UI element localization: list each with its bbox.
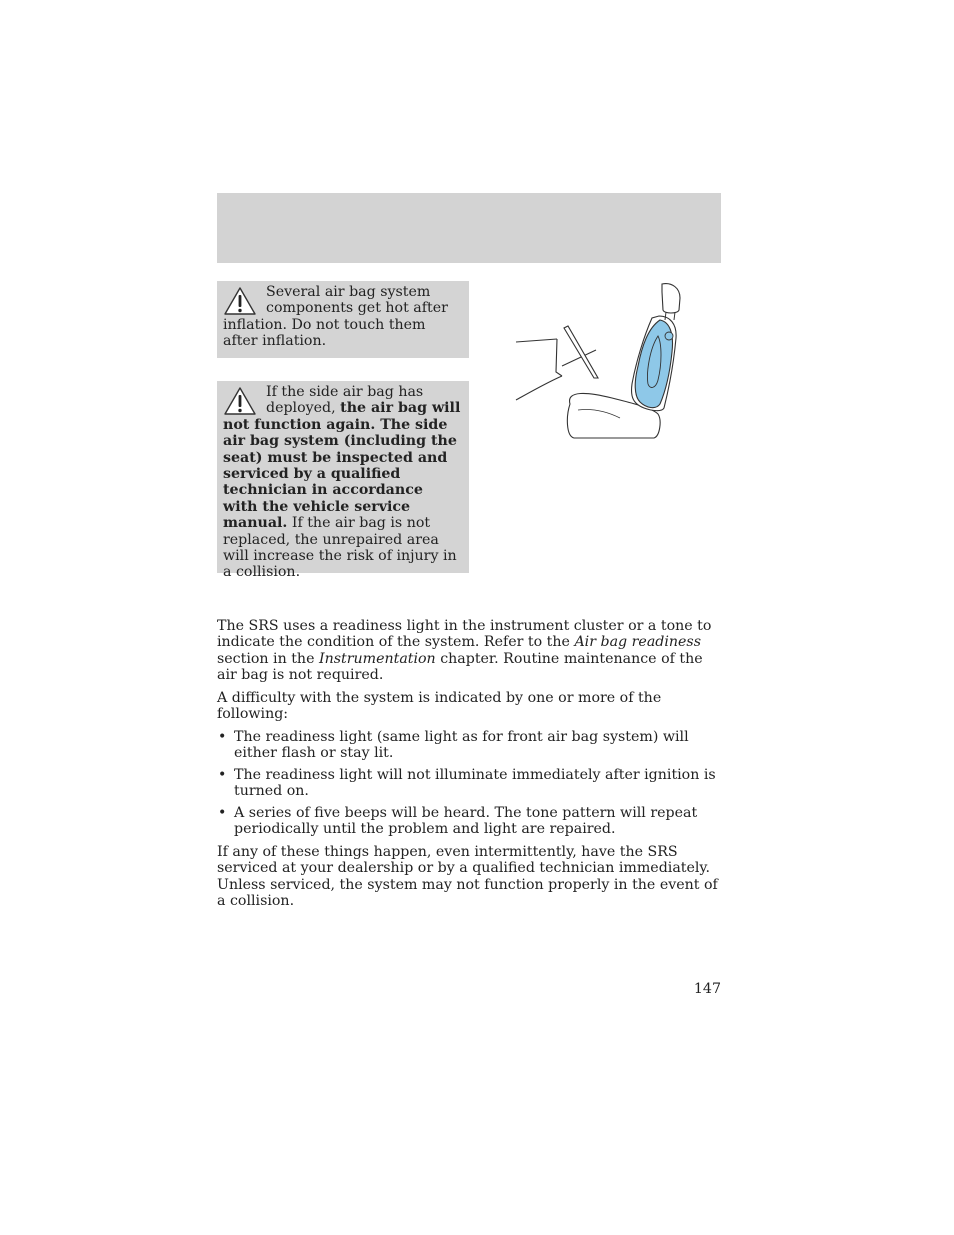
section-header-bar	[217, 193, 721, 263]
paragraph-text: The SRS uses a readiness light in the instrument cluster or a tone to indicate the condition of the system. Refer to the	[217, 618, 712, 651]
paragraph-text: chapter. Routine maintenance of the air bag is not required.	[217, 650, 703, 683]
srs-readiness-body	[217, 618, 721, 916]
warning-text: Several air bag system components get hot after inflation. Do not touch them after inflation.	[223, 284, 448, 350]
bullet: •	[218, 728, 227, 745]
list-item-text: The readiness light will not illuminate immediately after ignition is turned on.	[234, 766, 716, 800]
page-number: 147	[693, 981, 721, 997]
warning-triangle-icon	[223, 386, 257, 416]
paragraph-service-advice: If any of these things happen, even intermittently, have the SRS serviced at your dealership or by a qualified technician immediately. Unless serviced, the system may not function properly in the event of a collision.	[217, 844, 718, 909]
warning-box-hot-components	[217, 281, 469, 358]
bullet: •	[218, 804, 227, 821]
warning-text-bold: the air bag will not function again. The side air bag system (including the seat) must be inspected and serviced by a qualified technician in accordance with the vehicle service manual.	[223, 400, 461, 532]
list-item-text: A series of five beeps will be heard. The tone pattern will repeat periodically until the problem and light are repaired.	[234, 804, 698, 838]
paragraph-text: section in the	[217, 650, 319, 667]
air-bag-readiness-reference: Air bag readiness	[574, 634, 701, 651]
list-item	[217, 729, 721, 762]
list-item	[217, 767, 721, 800]
warning-text-tail: If the air bag is not replaced, the unrepaired area will increase the risk of injury in a collision.	[223, 515, 457, 581]
warning-box-side-airbag-deployed	[217, 381, 469, 581]
difficulty-list	[217, 729, 721, 838]
list-item	[217, 805, 721, 838]
paragraph-readiness-light	[217, 618, 721, 683]
paragraph-difficulty-intro: A difficulty with the system is indicated by one or more of the following:	[217, 689, 662, 722]
instrumentation-reference: Instrumentation	[318, 650, 436, 667]
bullet: •	[218, 766, 227, 783]
side-airbag-seat-illustration	[512, 280, 692, 442]
list-item-text: The readiness light (same light as for front air bag system) will either flash or stay lit.	[234, 728, 689, 762]
warning-triangle-icon	[223, 286, 257, 316]
warning-text-lead: If the side air bag has deployed,	[266, 384, 424, 417]
